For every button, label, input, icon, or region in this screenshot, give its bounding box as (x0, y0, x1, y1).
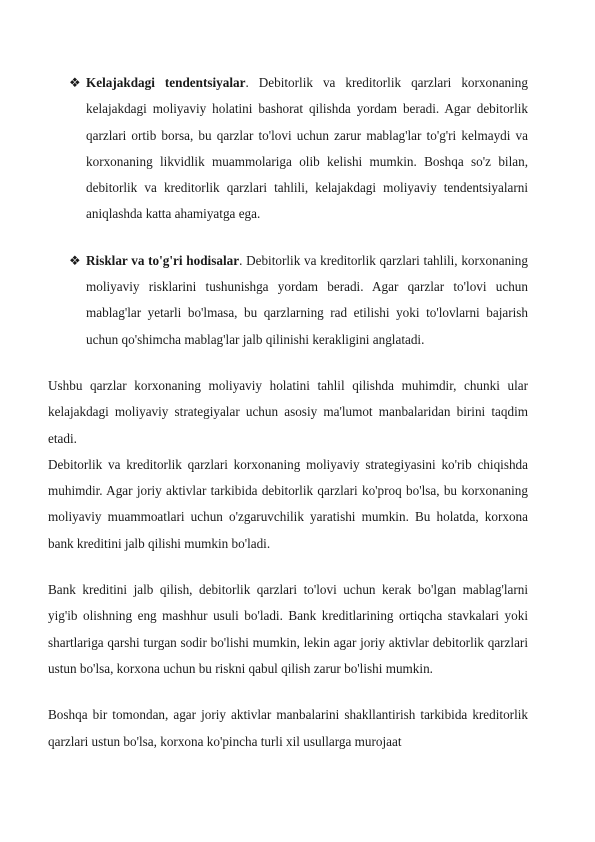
paragraph: Ushbu qarzlar korxonaning moliyaviy holatini tahlil qilishda muhimdir, chunki ular kelajakdagi moliyaviy strategiyalar uchun asosiy ma'lumot manbalaridan birini taqdim etadi. (48, 377, 528, 446)
diamond-bullet-icon: ❖ (69, 75, 81, 90)
diamond-bullet-icon: ❖ (69, 252, 81, 268)
bullet-item-trends (48, 70, 528, 228)
bullet-text: . Debitorlik va kreditorlik qarzlari korxonaning kelajakdagi moliyaviy holatini bashorat qilishda yordam beradi. Agar debitorlik qarzlari ortib borsa, bu qarzlar to'lovi uchun zarur mablag'lar to'g'ri kelmaydi va korxonaning likvidlik muammolariga olib kelishi mumkin. Boshqa so'z bilan, debitorlik va kreditorlik qarzlari tahlili, kelajakdagi moliyaviy tendentsiyalarni aniqlashda katta ahamiyatga ega. (86, 75, 528, 222)
paragraph: Bank kreditini jalb qilish, debitorlik qarzlari to'lovi uchun kerak bo'lgan mablag'larni yig'ib olishning eng mashhur usuli bo'ladi. Bank kreditlarining ortiqcha stavkalari yoki shartlariga qarshi turgan sodir bo'lishi mumkin, lekin agar joriy aktivlar debitorlik qarzlari ustun bo'lsa, korxona uchun bu riskni qabul qilish zarur bo'lishi mumkin. (48, 582, 528, 676)
paragraph: Debitorlik va kreditorlik qarzlari korxonaning moliyaviy strategiyasini ko'rib chiqishda muhimdir. Agar joriy aktivlar tarkibida debitorlik qarzlari ko'proq bo'lsa, bu korxonaning moliyaviy muammoatlari uchun o'zgaruvchilik yaratishi mumkin. Bu holatda, korxona bank kreditini jalb qilishi mumkin bo'ladi. (48, 456, 528, 551)
bullet-term: Kelajakdagi tendentsiyalar (86, 75, 246, 90)
document-page (48, 70, 528, 755)
bullet-item-risks (48, 248, 528, 353)
bullet-text: . Debitorlik va kreditorlik qarzlari tahlili, korxonaning moliyaviy risklarini tushunishga yordam beradi. Agar qarzlar to'lovi uchun mablag'lar yetarli bo'lmasa, bu qarzlarning rad etilishi yoki to'lovlarni bajarish uchun qo'shimcha mablag'lar jalb qilinishi kerakligini anglatadi. (86, 252, 528, 347)
bullet-term: Risklar va to'g'ri hodisalar (86, 252, 240, 268)
paragraph: Boshqa bir tomondan, agar joriy aktivlar manbalarini shakllantirish tarkibida kreditorlik qarzlari ustun bo'lsa, korxona ko'pincha turli xil usullarga murojaat (48, 707, 528, 749)
